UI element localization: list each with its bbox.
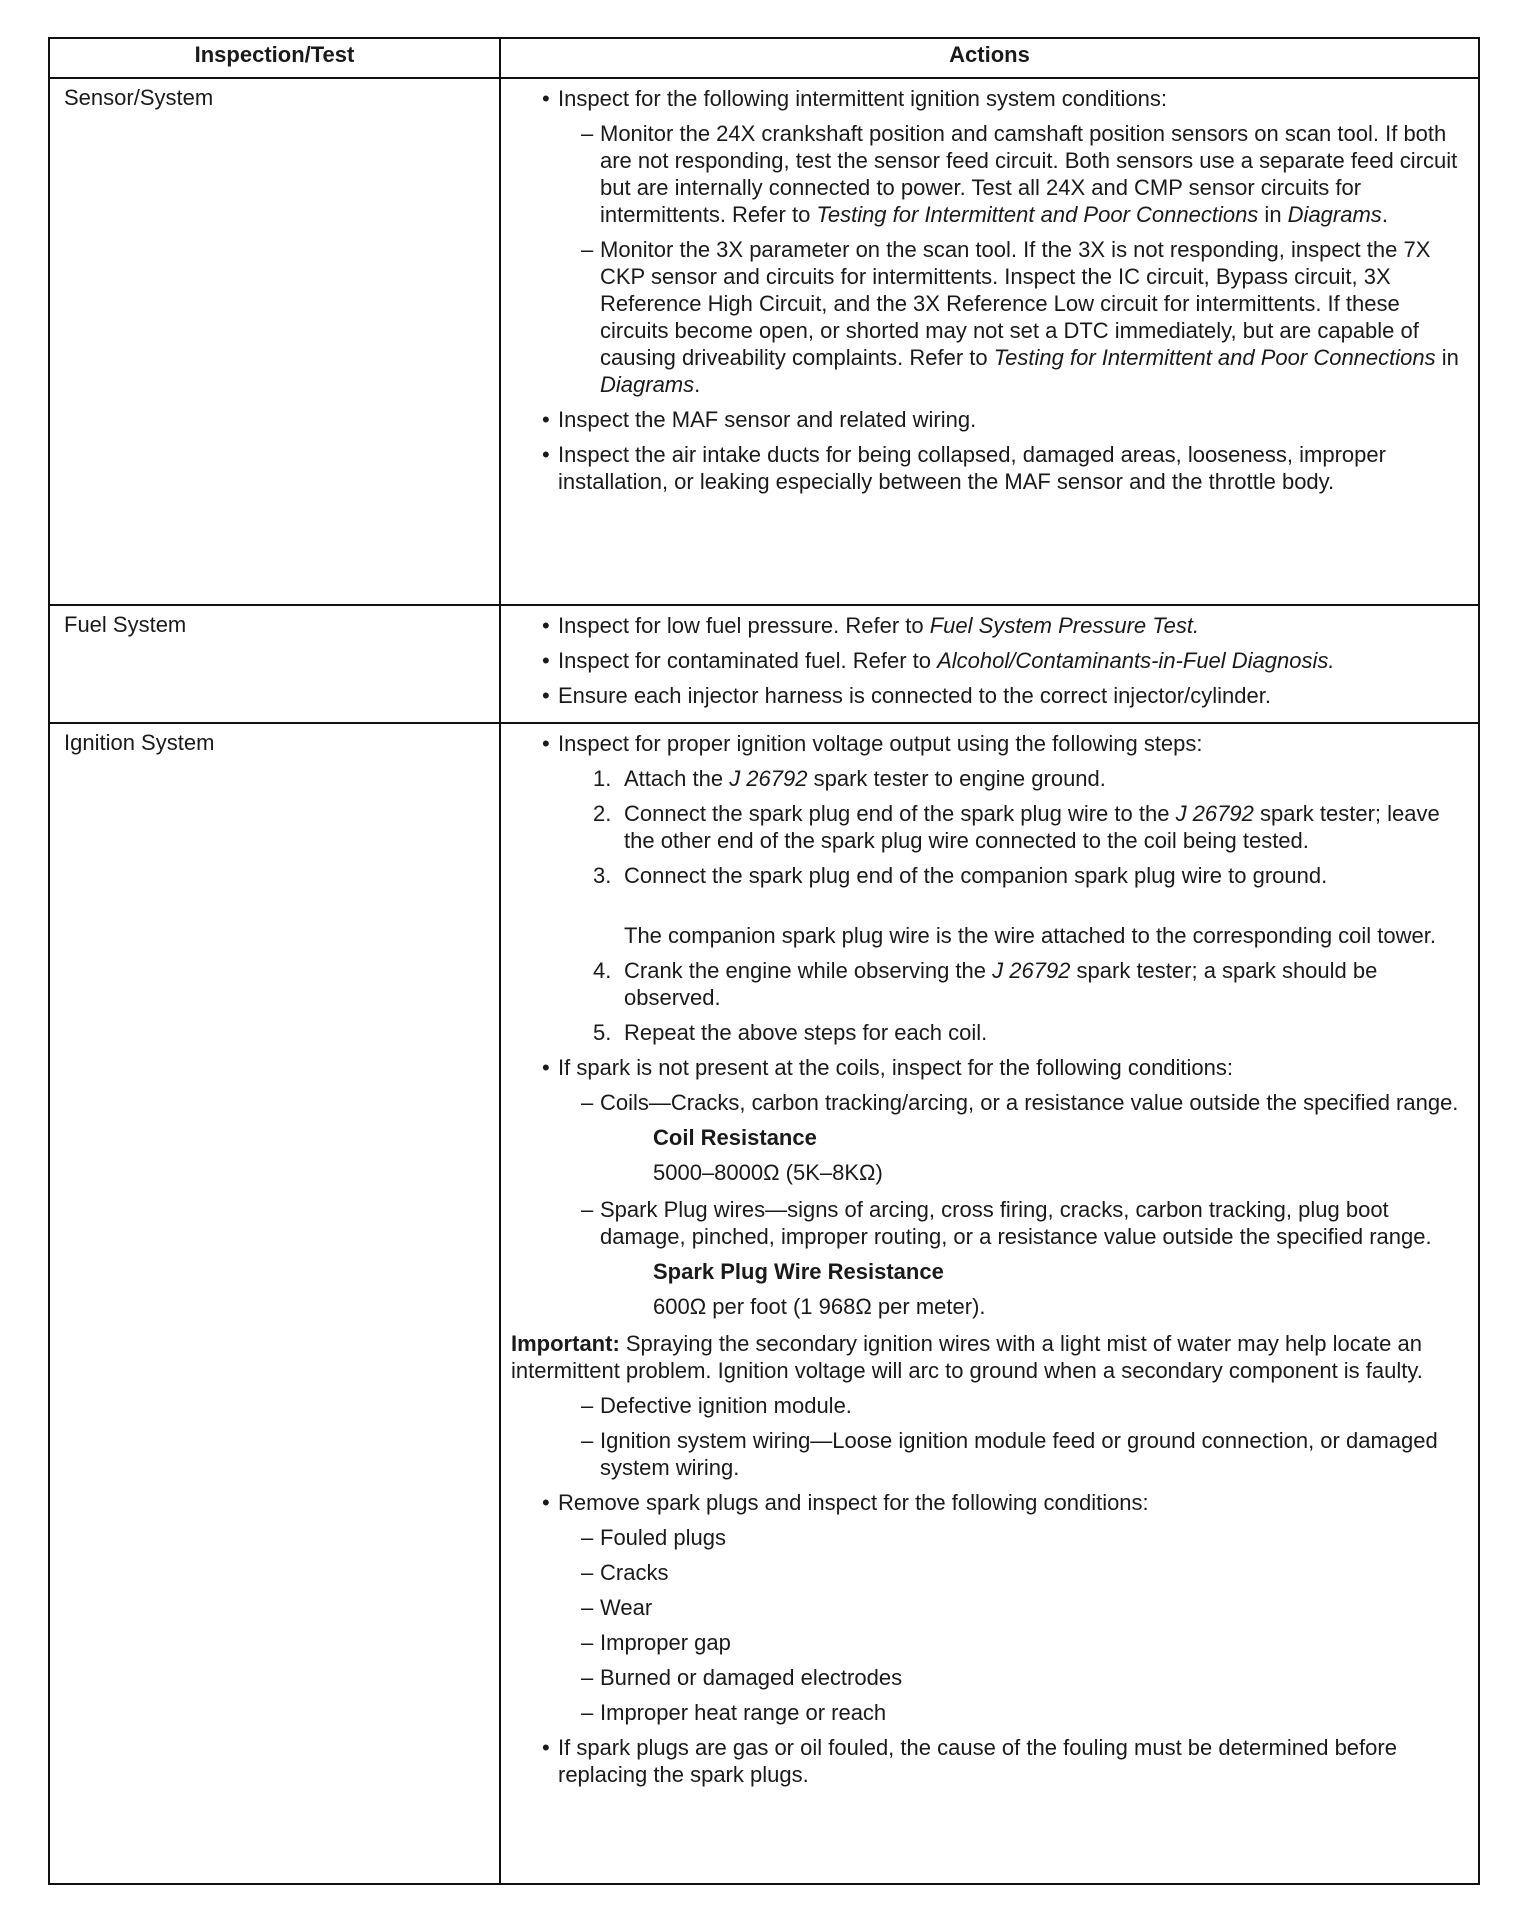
step-item: 5. Repeat the above steps for each coil. [593, 1020, 988, 1045]
list-item: • If spark plugs are gas or oil fouled, the cause of the fouling must be determined before replacing the spark plugs. [542, 1735, 1397, 1787]
list-item: • Inspect the MAF sensor and related wiring. [542, 407, 977, 432]
header-actions: Actions [500, 38, 1479, 78]
list-item: • Inspect for contaminated fuel. Refer to Alcohol/Contaminants-in-Fuel Diagnosis. [542, 648, 1335, 673]
list-item: – Monitor the 24X crankshaft position and camshaft position sensors on scan tool. If both are not responding, test the sensor feed circuit. Both sensors use a separate feed circuit but are internally connected to power. Test all 24X and CMP sensor circuits for intermittents. Refer to Testing for Intermittent and Poor Connections in Diagrams. [581, 121, 1458, 227]
list-item: • Inspect for low fuel pressure. Refer to Fuel System Pressure Test. [542, 613, 1200, 638]
reference-link: Testing for Intermittent and Poor Connections [993, 345, 1436, 370]
row-actions-fuel-system [500, 605, 1479, 723]
reference-link: Alcohol/Contaminants-in-Fuel Diagnosis. [937, 648, 1335, 673]
list-item: – Spark Plug wires—signs of arcing, cross firing, cracks, carbon tracking, plug boot damage, pinched, improper routing, or a resistance value outside the specified range. [581, 1197, 1432, 1249]
tool-name: J 26792 [729, 766, 808, 791]
step-item: 1. Attach the J 26792 spark tester to engine ground. [593, 766, 1106, 791]
wire-resistance-value: 600Ω per foot (1 968Ω per meter). [653, 1294, 986, 1319]
step-item: 4. Crank the engine while observing the J 26792 spark tester; a spark should be observed. [593, 958, 1378, 1010]
header-inspection-test: Inspection/Test [49, 38, 500, 78]
list-item: • If spark is not present at the coils, inspect for the following conditions: [542, 1055, 1234, 1080]
table-row [49, 723, 1479, 1884]
list-item: – Monitor the 3X parameter on the scan tool. If the 3X is not responding, inspect the 7X CKP sensor and circuits for intermittents. Inspect the IC circuit, Bypass circuit, 3X Reference High Circuit, and the 3X Reference Low circuit for intermittents. If these circuits become open, or shorted may not set a DTC immediately, but are capable of causing driveability complaints. Refer to Testing for Intermittent and Poor Connections in Diagrams. [581, 237, 1459, 397]
list-item: – Defective ignition module. [581, 1393, 852, 1418]
step-item: 3. Connect the spark plug end of the companion spark plug wire to ground. The companion spark plug wire is the wire attached to the corresponding coil tower. [511, 862, 1468, 949]
row-actions-ignition-system [500, 723, 1479, 1884]
tool-name: J 26792 [992, 958, 1071, 983]
important-label: Important: [511, 1331, 620, 1356]
table-header-row [49, 38, 1479, 78]
wire-resistance-heading: Spark Plug Wire Resistance [653, 1259, 944, 1284]
reference-link: Fuel System Pressure Test. [929, 613, 1200, 638]
reference-link: Testing for Intermittent and Poor Connections [816, 202, 1259, 227]
reference-link: Diagrams [1287, 202, 1382, 227]
reference-link: Diagrams [600, 372, 695, 397]
coil-resistance-heading: Coil Resistance [653, 1125, 817, 1150]
table-row [49, 605, 1479, 723]
tool-name: J 26792 [1175, 801, 1254, 826]
list-item: • Inspect for proper ignition voltage output using the following steps: [542, 731, 1203, 756]
list-item: – Wear [581, 1595, 653, 1620]
step-note: The companion spark plug wire is the wire attached to the corresponding coil tower. [624, 923, 1436, 948]
list-item: • Inspect for the following intermittent ignition system conditions: [542, 86, 1167, 111]
table-row [49, 78, 1479, 605]
step-item: 2. Connect the spark plug end of the spark plug wire to the J 26792 spark tester; leave the other end of the spark plug wire connected to the coil being tested. [593, 801, 1440, 853]
list-item: – Burned or damaged electrodes [581, 1665, 903, 1690]
list-item: – Coils—Cracks, carbon tracking/arcing, or a resistance value outside the specified range. [581, 1090, 1459, 1115]
list-item: – Cracks [581, 1560, 669, 1585]
diagnostic-table [48, 37, 1480, 1885]
important-note: Important: Spraying the secondary ignition wires with a light mist of water may help locate an intermittent problem. Ignition voltage will arc to ground when a secondary component is faulty. [511, 1331, 1423, 1383]
list-item: • Inspect the air intake ducts for being collapsed, damaged areas, looseness, improper installation, or leaking especially between the MAF sensor and the throttle body. [542, 442, 1386, 494]
row-label-ignition-system: Ignition System [49, 723, 500, 1884]
list-item: • Ensure each injector harness is connected to the correct injector/cylinder. [542, 683, 1271, 708]
row-label-sensor-system: Sensor/System [49, 78, 500, 605]
row-actions-sensor-system [500, 78, 1479, 605]
list-item: – Ignition system wiring—Loose ignition module feed or ground connection, or damaged system wiring. [581, 1428, 1438, 1480]
coil-resistance-value: 5000–8000Ω (5K–8KΩ) [653, 1160, 883, 1185]
row-label-fuel-system: Fuel System [49, 605, 500, 723]
list-item: – Improper gap [581, 1630, 731, 1655]
list-item: • Remove spark plugs and inspect for the following conditions: [542, 1490, 1149, 1515]
list-item: – Fouled plugs [581, 1525, 726, 1550]
list-item: – Improper heat range or reach [581, 1700, 887, 1725]
